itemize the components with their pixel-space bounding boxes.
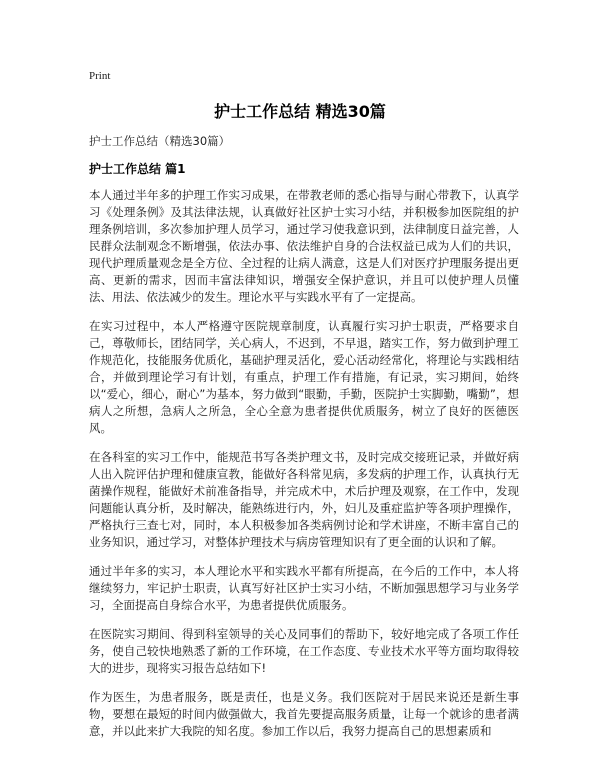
page-title: 护士工作总结 精选30篇 (214, 102, 386, 121)
section-heading: 护士工作总结 篇1 (89, 162, 186, 176)
paragraph: 在实习过程中，本人严格遵守医院规章制度，认真履行实习护士职责，严格要求自己，尊敬师长，团结同学，关心病人，不迟到，不早退，踏实工作，努力做到护理工作规范化，技能服务优质化，基础护理灵活化，爱心活动经常化，将理论与实践相结合，并做到理论学习有计划，有重点，护理工作有措施，有记录，实习期间，始终以“爱心，细心，耐心”为基本，努力做到“眼勤，手勤，医院护士实脚勤，嘴勤”，想病人之所想，急病人之所急，全心全意为患者提供优质服务，树立了良好的医德医风。 (89, 319, 519, 435)
document-body (89, 187, 519, 752)
paragraph: 在医院实习期间、得到科室领导的关心及同事们的帮助下，较好地完成了各项工作任务，使自己较快地熟悉了新的工作环境，在工作态度、专业技术水平等方面均取得较大的进步，现将实习报告总结如下! (89, 627, 519, 675)
document-subtitle: 护士工作总结（精选30篇） (89, 134, 231, 148)
paragraph: 通过半年多的实习，本人理论水平和实践水平都有所提高，在今后的工作中，本人将继续努力，牢记护士职责，认真写好社区护士实习小结，不断加强思想学习与业务学习，全面提高自身综合水平，为患者提供优质服务。 (89, 564, 519, 612)
paragraph: 在各科室的实习工作中，能规范书写各类护理文书，及时完成交接班记录，并做好病人出入院评估护理和健康宣教，能做好各科常见病，多发病的护理工作，认真执行无菌操作规程，能做好术前准备指导，并完成术中，术后护理及观察，在工作中，发现问题能认真分析，及时解决，能熟练进行内，外，妇儿及重症监护等各项护理操作，严格执行三查七对，同时，本人积极参加各类病例讨论和学术讲座，不断丰富自己的 业务知识，通过学习，对整体护理技术与病房管理知识有了更全面的认识和了解。 (89, 450, 519, 549)
paragraph: 本人通过半年多的护理工作实习成果，在带教老师的悉心指导与耐心带教下，认真学习《处理条例》及其法律法规，认真做好社区护士实习小结，并积极参加医院组的护理条例培训，多次参加护理人员学习，通过学习使我意识到，法律制度日益完善，人民群众法制观念不断增强，依法办事、依法维护自身的合法权益已成为人们的共识，现代护理质量观念是全方位、全过程的让病人满意，这是人们对医疗护理服务提出更高、更新的需求，因而丰富法律知识，增强安全保护意识，并且可以使护理人员懂法、用法、依法减少的发生。理论水平与实践水平有了一定提高。 (89, 188, 519, 304)
print-link[interactable]: Print (89, 70, 111, 82)
paragraph: 作为医生，为患者服务，既是责任，也是义务。我们医院对于居民来说还是新生事物，要想在最短的时间内做强做大，我首先要提高服务质量，让每一个就诊的患者满意，并以此来扩大我院的知名度。参加工作以后，我努力提高自己的思想素质和 (89, 690, 519, 738)
